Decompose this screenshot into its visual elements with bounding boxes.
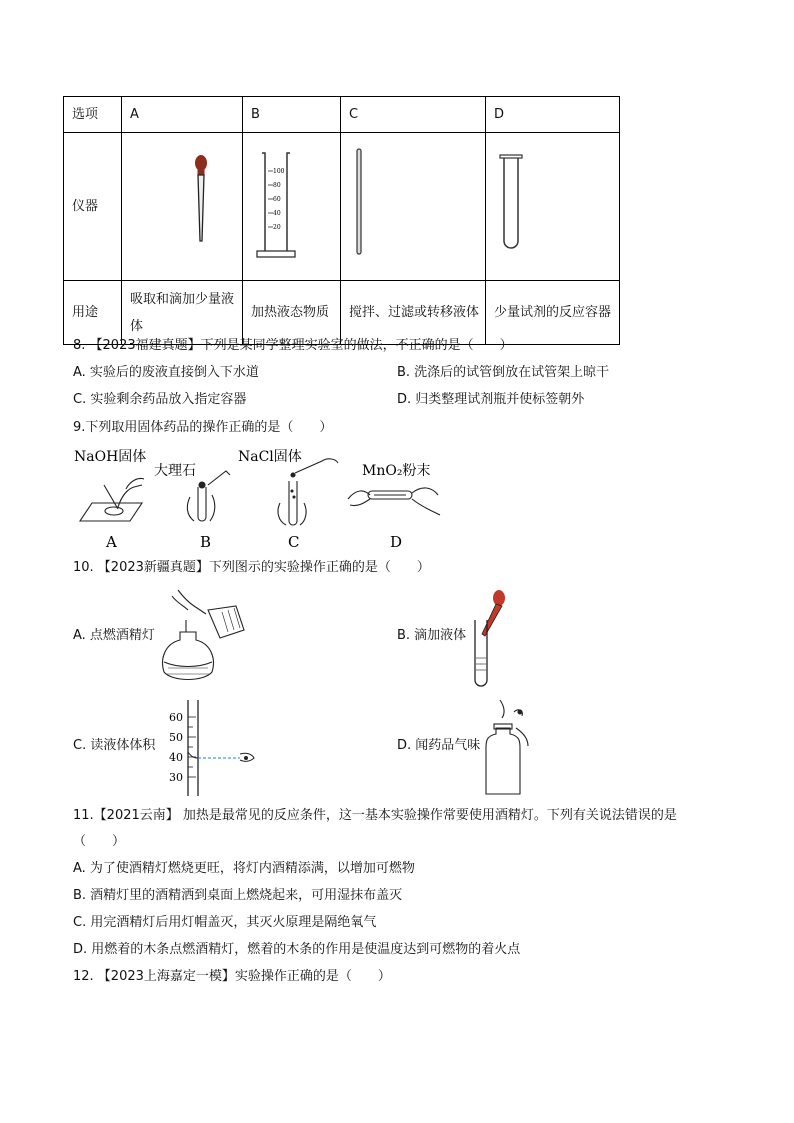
test-tube-cell	[486, 133, 620, 281]
table-header-row	[64, 97, 620, 133]
q10-option-c: C. 读液体体积	[73, 738, 156, 753]
use-cell: 吸取和滴加少量液体	[122, 281, 243, 345]
scale-tick-label: 50	[169, 731, 183, 744]
question-8-stem: 8. 【2023福建真题】下列是某同学整理实验室的做法，不正确的是（ ）	[73, 338, 513, 353]
q9-letter-a: A	[106, 533, 117, 550]
glass-rod-cell	[341, 133, 486, 281]
dropper-icon	[122, 133, 242, 270]
instrument-row-label: 仪器	[64, 133, 122, 281]
use-cell: 加热液态物质	[243, 281, 341, 345]
q11-option-c: C. 用完酒精灯后用灯帽盖灭，其灭火原理是隔绝氧气	[73, 915, 377, 930]
q9-label-marble: 大理石	[154, 463, 196, 479]
q8-option-c: C. 实验剩余药品放入指定容器	[73, 392, 247, 407]
measuring-cylinder-cell	[243, 133, 341, 281]
q11-option-a: A. 为了使酒精灯燃烧更旺，将灯内酒精添满，以增加可燃物	[73, 861, 415, 876]
measuring-cylinder-icon	[243, 133, 340, 270]
use-cell: 少量试剂的反应容器	[486, 281, 620, 345]
glass-rod-icon	[341, 133, 485, 270]
q11-option-d: D. 用燃着的木条点燃酒精灯，燃着的木条的作用是使温度达到可燃物的着火点	[73, 942, 521, 957]
q9-letter-b: B	[200, 533, 212, 550]
cylinder-tick-label: 100	[273, 168, 285, 175]
q10-option-b: B. 滴加液体	[397, 628, 467, 643]
use-cell: 搅拌、过滤或转移液体	[341, 281, 486, 345]
cylinder-tick-label: 40	[273, 210, 281, 217]
q10-d-smelling-figure	[482, 698, 542, 798]
question-11-stem: 11.【2021云南】 加热是最常见的反应条件，这一基本实验操作常要使用酒精灯。下列有关说法错误的是	[73, 808, 677, 823]
scale-tick-label: 40	[169, 751, 183, 764]
test-tube-icon	[486, 133, 619, 270]
question-10-stem: 10. 【2023新疆真题】下列图示的实验操作正确的是（ ）	[73, 560, 430, 575]
cylinder-tick-label: 20	[273, 224, 281, 231]
q9-letter-d: D	[390, 533, 403, 550]
use-row-label: 用途	[64, 281, 122, 345]
q9-a-drawing	[80, 478, 144, 521]
table-header-cell: C	[341, 97, 486, 133]
scale-tick-label: 60	[169, 711, 183, 724]
q9-label-nacl: NaCl固体	[238, 449, 302, 465]
q8-option-b: B. 洗涤后的试管倒放在试管架上晾干	[397, 365, 610, 380]
q9-c-drawing	[278, 459, 338, 525]
q10-a-alcohol-lamp-figure	[158, 588, 250, 688]
q9-label-mno2: MnO₂粉末	[362, 463, 431, 479]
q8-option-a: A. 实验后的废液直接倒入下水道	[73, 365, 259, 380]
q10-b-dropper-figure	[465, 588, 515, 688]
question-11-stem-cont: （ ）	[73, 834, 126, 849]
table-instrument-row	[64, 133, 620, 281]
q9-label-naoh: NaOH固体	[74, 449, 147, 465]
table-header-cell: B	[243, 97, 341, 133]
table-use-row	[64, 281, 620, 345]
q11-option-b: B. 酒精灯里的酒精洒到桌面上燃烧起来，可用湿抹布盖灭	[73, 888, 403, 903]
q10-c-reading-figure	[166, 698, 266, 798]
cylinder-tick-label: 60	[273, 196, 281, 203]
table-header-cell: A	[122, 97, 243, 133]
table-header-cell: 选项	[64, 97, 122, 133]
cylinder-tick-label: 80	[273, 182, 281, 189]
q10-option-d: D. 闻药品气味	[397, 738, 481, 753]
q10-option-a: A. 点燃酒精灯	[73, 628, 155, 643]
table-header-cell: D	[486, 97, 620, 133]
instrument-table	[63, 96, 620, 345]
question-9-stem: 9.下列取用固体药品的操作正确的是（ ）	[73, 420, 333, 435]
question-12-stem: 12. 【2023上海嘉定一模】实验操作正确的是（ ）	[73, 969, 391, 984]
q9-letter-c: C	[288, 533, 300, 550]
q9-d-drawing	[348, 488, 440, 515]
q9-figure	[70, 445, 450, 550]
dropper-cell	[122, 133, 243, 281]
q8-option-d: D. 归类整理试剂瓶并使标签朝外	[397, 392, 585, 407]
scale-tick-label: 30	[169, 771, 183, 784]
